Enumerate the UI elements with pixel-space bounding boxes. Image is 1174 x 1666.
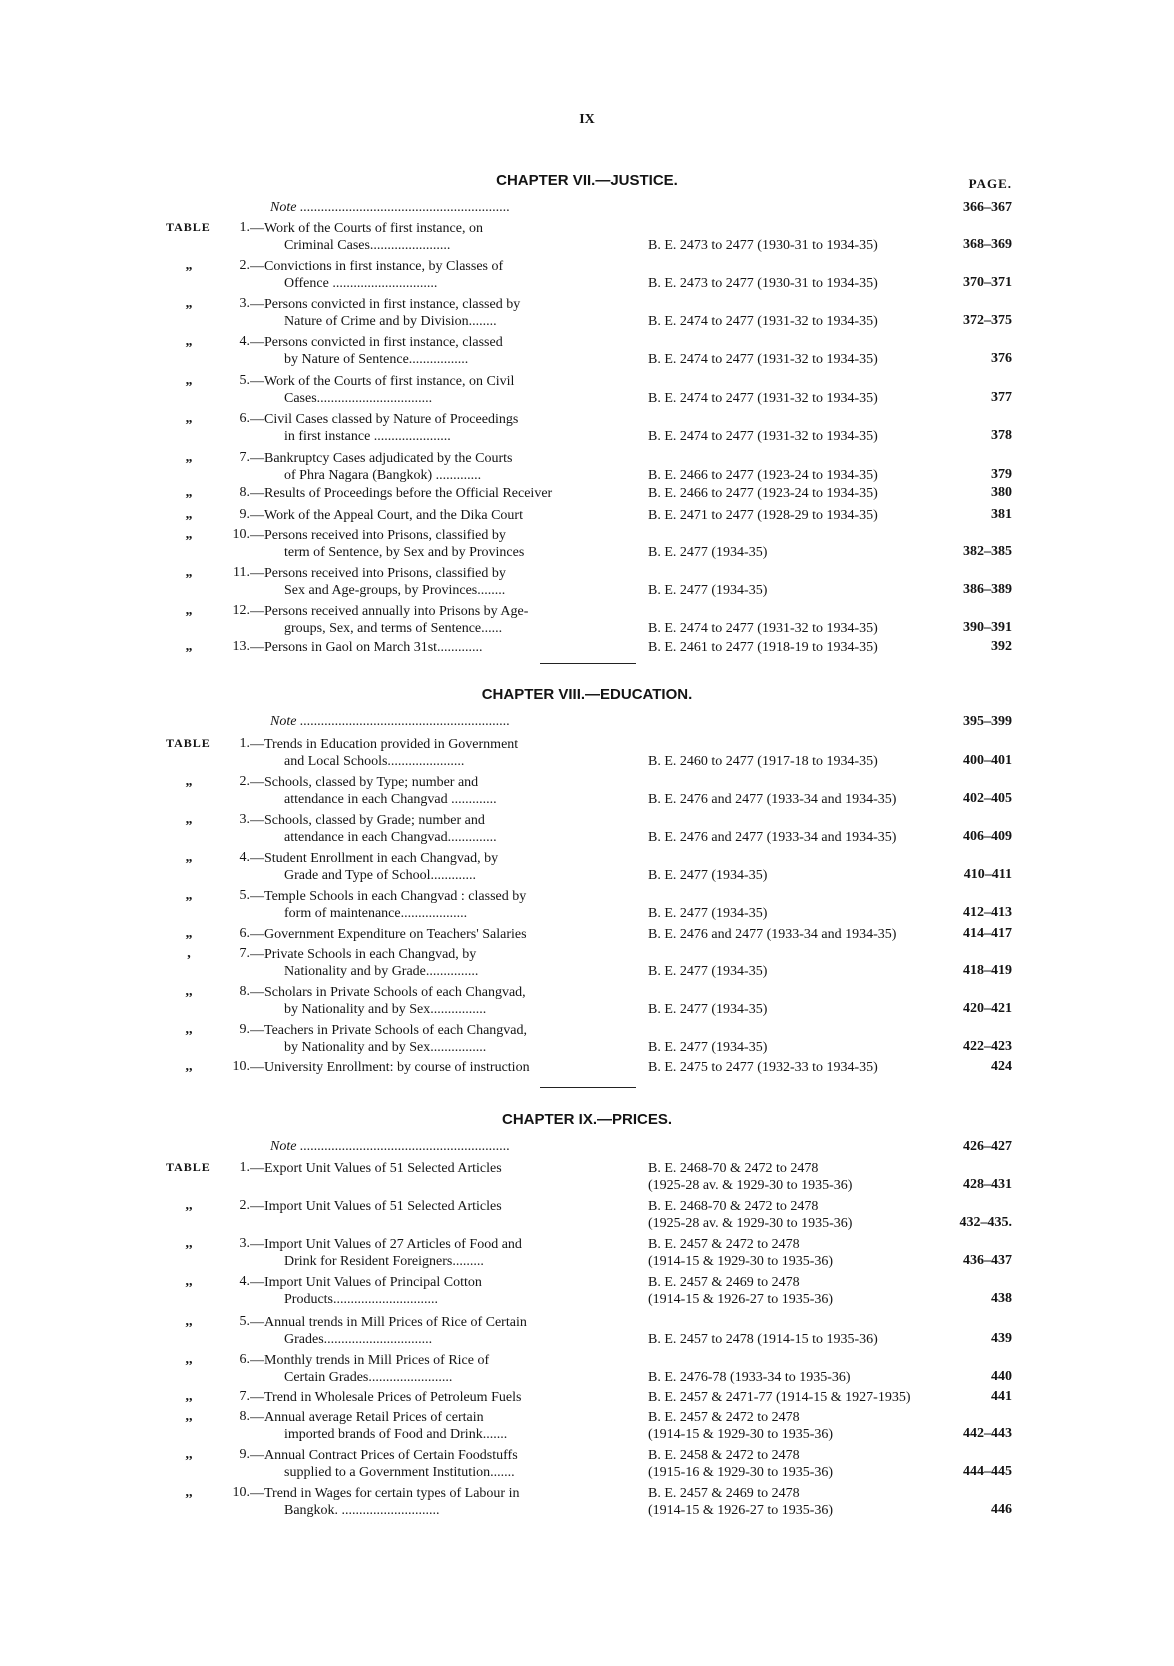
period-line-1: B. E. 2474 to 2477 (1931-32 to 1934-35) (648, 429, 878, 444)
table-description (250, 373, 610, 407)
description-line-1: —Persons convicted in first instance, classed (250, 335, 503, 350)
table-number: 8. (239, 485, 250, 500)
period-range (648, 926, 938, 943)
ditto-mark: „ (185, 373, 193, 388)
table-description (250, 1059, 610, 1076)
ditto-mark: „ (185, 527, 193, 542)
period-range (648, 829, 938, 846)
description-line-1: —Teachers in Private Schools of each Changvad, (250, 1023, 527, 1038)
table-description (250, 850, 610, 884)
ditto-mark: ,, (185, 1389, 193, 1404)
table-number: 7. (239, 450, 250, 465)
chapter-title: CHAPTER VIII.—EDUCATION. (481, 686, 693, 703)
period-line-1: B. E. 2466 to 2477 (1923-24 to 1934-35) (648, 486, 878, 501)
description-line-2: by Nationality and by Sex................ (284, 1002, 487, 1017)
description-line-1: —Annual average Retail Prices of certain (250, 1410, 484, 1425)
note-entry[interactable] (270, 200, 610, 216)
ditto-mark: ,, (185, 1236, 193, 1251)
table-number: 6. (239, 926, 250, 941)
table-description (250, 220, 610, 254)
table-description (250, 258, 610, 292)
table-description (250, 1198, 610, 1215)
description-line-1: —Trends in Education provided in Government (250, 737, 519, 752)
period-line-1: B. E. 2477 (1934-35) (648, 868, 768, 883)
period-line-1: B. E. 2475 to 2477 (1932-33 to 1934-35) (648, 1060, 878, 1075)
ditto-mark: „ (185, 850, 193, 865)
page-range: 382–385 (963, 544, 1012, 559)
description-line-1: —Work of the Courts of first instance, on Civil (250, 374, 515, 389)
period-line-1: B. E. 2457 & 2469 to 2478 (648, 1275, 800, 1290)
description-line-1: —Civil Cases classed by Nature of Proceedings (250, 412, 519, 427)
table-number: 7. (239, 1389, 250, 1404)
period-line-1: B. E. 2457 & 2469 to 2478 (648, 1486, 800, 1501)
note-entry[interactable] (270, 714, 610, 730)
description-line-1: —Import Unit Values of 27 Articles of Food and (250, 1237, 522, 1252)
period-line-2: (1914-15 & 1929-30 to 1935-36) (648, 1427, 834, 1442)
table-description (250, 1236, 610, 1270)
description-line-2: Offence .............................. (284, 276, 438, 291)
page-range: 438 (991, 1291, 1012, 1306)
page-range: 439 (991, 1331, 1012, 1346)
table-description (250, 1274, 610, 1308)
note-label: Note (270, 200, 297, 215)
period-line-1: B. E. 2477 (1934-35) (648, 964, 768, 979)
table-number: 8. (239, 1409, 250, 1424)
table-number: 3. (239, 812, 250, 827)
ditto-mark: „ (185, 258, 193, 273)
table-number: 3. (239, 296, 250, 311)
description-line-1: —Annual trends in Mill Prices of Rice of Certain (250, 1315, 527, 1330)
period-line-2: (1925-28 av. & 1929-30 to 1935-36) (648, 1178, 853, 1193)
ditto-mark: „ (185, 411, 193, 426)
description-line-1: —Results of Proceedings before the Official Receiver (250, 486, 553, 501)
period-range (648, 237, 938, 254)
table-description (250, 1022, 610, 1056)
description-line-2: by Nationality and by Sex................ (284, 1040, 487, 1055)
description-line-1: —Trend in Wages for certain types of Labour in (250, 1486, 520, 1501)
description-line-2: of Phra Nagara (Bangkok) ............. (284, 468, 482, 483)
period-line-1: B. E. 2473 to 2477 (1930-31 to 1934-35) (648, 276, 878, 291)
description-line-2: Cases................................. (284, 391, 433, 406)
description-line-2: term of Sentence, by Sex and by Provinces (284, 545, 525, 560)
ditto-mark: ,, (185, 1198, 193, 1213)
ditto-mark: „ (185, 926, 193, 941)
description-line-2: Products.............................. (284, 1292, 438, 1307)
table-description (250, 639, 610, 656)
page-range: 372–375 (963, 313, 1012, 328)
description-line-2: Certain Grades........................ (284, 1370, 453, 1385)
period-range (648, 351, 938, 368)
period-line-1: B. E. 2457 & 2471-77 (1914-15 & 1927-1935) (648, 1390, 911, 1405)
dot-leader: ............................................................ (296, 200, 510, 215)
description-line-2: Grades............................... (284, 1332, 433, 1347)
note-page-range: 366–367 (963, 200, 1012, 215)
description-line-2: attendance in each Changvad.............. (284, 830, 497, 845)
ditto-mark: „ (185, 485, 193, 500)
page-range: 402–405 (963, 791, 1012, 806)
description-line-2: attendance in each Changvad ............. (284, 792, 497, 807)
period-range (648, 428, 938, 445)
page-range: 378 (991, 428, 1012, 443)
table-number: 2. (239, 258, 250, 273)
description-line-1: —Import Unit Values of Principal Cotton (250, 1275, 482, 1290)
period-line-1: B. E. 2473 to 2477 (1930-31 to 1934-35) (648, 238, 878, 253)
description-line-1: —Persons in Gaol on March 31st............. (250, 640, 483, 655)
table-description (250, 946, 610, 980)
page-range: 392 (991, 639, 1012, 654)
ditto-mark: ,, (185, 1314, 193, 1329)
period-line-1: B. E. 2460 to 2477 (1917-18 to 1934-35) (648, 754, 878, 769)
page-range: 436–437 (963, 1253, 1012, 1268)
table-number: 10. (232, 527, 250, 542)
description-line-2: Nationality and by Grade............... (284, 964, 479, 979)
page-range: 441 (991, 1389, 1012, 1404)
ditto-mark: „ (185, 296, 193, 311)
period-line-1: B. E. 2477 (1934-35) (648, 583, 768, 598)
page-number: IX (579, 112, 595, 127)
table-number: 10. (232, 1485, 250, 1500)
ditto-mark: „ (185, 507, 193, 522)
page-range: 400–401 (963, 753, 1012, 768)
table-description (250, 774, 610, 808)
section-divider (540, 663, 636, 664)
description-line-2: Grade and Type of School............. (284, 868, 477, 883)
table-description (250, 812, 610, 846)
table-description (250, 334, 610, 368)
table-label: TABLE (166, 220, 211, 234)
page-range: 370–371 (963, 275, 1012, 290)
table-label: TABLE (166, 1160, 211, 1174)
table-description (250, 507, 610, 524)
period-line-1: B. E. 2461 to 2477 (1918-19 to 1934-35) (648, 640, 878, 655)
period-line-2: (1914-15 & 1929-30 to 1935-36) (648, 1254, 834, 1269)
period-line-2: (1925-28 av. & 1929-30 to 1935-36) (648, 1216, 853, 1231)
description-line-1: —University Enrollment: by course of instruction (250, 1060, 530, 1075)
table-description (250, 565, 610, 599)
table-number: 9. (239, 507, 250, 522)
ditto-mark: ,, (185, 1409, 193, 1424)
page-range: 381 (991, 507, 1012, 522)
ditto-mark: „ (185, 334, 193, 349)
table-number: 4. (239, 850, 250, 865)
ditto-mark: ,, (185, 1352, 193, 1367)
period-range (648, 275, 938, 292)
table-number: 6. (239, 1352, 250, 1367)
table-description (250, 411, 610, 445)
dot-leader: ............................................................ (296, 1139, 510, 1154)
table-label: TABLE (166, 736, 211, 750)
page-range: 422–423 (963, 1039, 1012, 1054)
description-line-1: —Schools, classed by Grade; number and (250, 813, 485, 828)
ditto-mark: ,, (185, 1059, 193, 1074)
table-description (250, 888, 610, 922)
table-number: 4. (239, 334, 250, 349)
period-line-1: B. E. 2471 to 2477 (1928-29 to 1934-35) (648, 508, 878, 523)
ditto-mark: „ (185, 639, 193, 654)
section-divider (540, 1087, 636, 1088)
period-range (648, 905, 938, 922)
note-label: Note (270, 714, 297, 729)
description-line-1: —Import Unit Values of 51 Selected Articles (250, 1199, 502, 1214)
page-range: 380 (991, 485, 1012, 500)
description-line-2: form of maintenance................... (284, 906, 468, 921)
description-line-1: —Trend in Wholesale Prices of Petroleum Fuels (250, 1390, 522, 1405)
table-number: 9. (239, 1022, 250, 1037)
page-range: 420–421 (963, 1001, 1012, 1016)
ditto-mark: , (187, 946, 191, 961)
dot-leader: ............................................................ (296, 714, 510, 729)
period-range (648, 1236, 938, 1270)
period-line-1: B. E. 2476 and 2477 (1933-34 and 1934-35) (648, 792, 897, 807)
period-line-1: B. E. 2474 to 2477 (1931-32 to 1934-35) (648, 352, 878, 367)
period-range (648, 507, 938, 524)
table-description (250, 485, 610, 502)
description-line-1: —Convictions in first instance, by Classes of (250, 259, 504, 274)
description-line-2: imported brands of Food and Drink....... (284, 1427, 508, 1442)
table-number: 3. (239, 1236, 250, 1251)
description-line-2: Criminal Cases....................... (284, 238, 451, 253)
period-line-1: B. E. 2466 to 2477 (1923-24 to 1934-35) (648, 468, 878, 483)
note-label: Note (270, 1139, 297, 1154)
page-range: 428–431 (963, 1177, 1012, 1192)
page-range: 414–417 (963, 926, 1012, 941)
page-range: 444–445 (963, 1464, 1012, 1479)
period-line-1: B. E. 2468-70 & 2472 to 2478 (648, 1161, 819, 1176)
page-range: 432–435. (959, 1215, 1012, 1230)
note-entry[interactable] (270, 1139, 610, 1155)
description-line-2: Sex and Age-groups, by Provinces........ (284, 583, 506, 598)
period-range (648, 544, 938, 561)
period-range (648, 485, 938, 502)
period-range (648, 1059, 938, 1076)
description-line-2: and Local Schools...................... (284, 754, 465, 769)
table-description (250, 1160, 610, 1177)
description-line-1: —Persons received into Prisons, classified by (250, 566, 506, 581)
page-range: 379 (991, 467, 1012, 482)
ditto-mark: „ (185, 603, 193, 618)
table-description (250, 1352, 610, 1386)
table-number: 7. (239, 946, 250, 961)
period-range (648, 313, 938, 330)
ditto-mark: ,, (185, 1274, 193, 1289)
period-range (648, 1331, 938, 1348)
period-line-1: B. E. 2477 (1934-35) (648, 1002, 768, 1017)
period-line-1: B. E. 2458 & 2472 to 2478 (648, 1448, 800, 1463)
table-number: 4. (239, 1274, 250, 1289)
period-line-1: B. E. 2457 to 2478 (1914-15 to 1935-36) (648, 1332, 878, 1347)
period-range (648, 1001, 938, 1018)
description-line-1: —Temple Schools in each Changvad : classed by (250, 889, 527, 904)
period-range (648, 1409, 938, 1443)
table-description (250, 1314, 610, 1348)
description-line-1: —Scholars in Private Schools of each Changvad, (250, 985, 526, 1000)
period-line-1: B. E. 2476 and 2477 (1933-34 and 1934-35) (648, 927, 897, 942)
description-line-2: in first instance ...................... (284, 429, 451, 444)
period-range (648, 639, 938, 656)
description-line-1: —Annual Contract Prices of Certain Foodstuffs (250, 1448, 518, 1463)
period-range (648, 1485, 938, 1519)
note-page-range: 395–399 (963, 714, 1012, 729)
description-line-1: —Persons received annually into Prisons by Age- (250, 604, 529, 619)
table-number: 1. (239, 1160, 250, 1175)
table-description (250, 527, 610, 561)
table-number: 5. (239, 373, 250, 388)
table-number: 1. (239, 736, 250, 751)
ditto-mark: ,, (185, 1022, 193, 1037)
description-line-1: —Government Expenditure on Teachers' Salaries (250, 927, 527, 942)
period-line-1: B. E. 2474 to 2477 (1931-32 to 1934-35) (648, 314, 878, 329)
description-line-2: supplied to a Government Institution....... (284, 1465, 515, 1480)
period-range (648, 1198, 938, 1232)
table-number: 8. (239, 984, 250, 999)
description-line-1: —Persons received into Prisons, classified by (250, 528, 506, 543)
page-range: 386–389 (963, 582, 1012, 597)
ditto-mark: „ (185, 565, 193, 580)
table-number: 1. (239, 220, 250, 235)
page-range: 390–391 (963, 620, 1012, 635)
table-description (250, 450, 610, 484)
page-range: 377 (991, 390, 1012, 405)
period-range (648, 620, 938, 637)
table-number: 5. (239, 1314, 250, 1329)
description-line-1: —Persons convicted in first instance, classed by (250, 297, 521, 312)
description-line-1: —Schools, classed by Type; number and (250, 775, 479, 790)
ditto-mark: „ (185, 812, 193, 827)
chapter-title: CHAPTER IX.—PRICES. (501, 1111, 673, 1128)
table-number: 2. (239, 774, 250, 789)
description-line-1: —Work of the Appeal Court, and the Dika Court (250, 508, 523, 523)
period-line-2: (1915-16 & 1929-30 to 1935-36) (648, 1465, 834, 1480)
table-description (250, 1389, 610, 1406)
table-description (250, 1485, 610, 1519)
period-range (648, 1447, 938, 1481)
ditto-mark: ,, (185, 984, 193, 999)
period-range (648, 963, 938, 980)
period-range (648, 867, 938, 884)
period-range (648, 791, 938, 808)
page-range: 412–413 (963, 905, 1012, 920)
description-line-2: Bangkok. ............................ (284, 1503, 440, 1518)
description-line-2: by Nature of Sentence................. (284, 352, 469, 367)
table-description (250, 736, 610, 770)
period-range (648, 753, 938, 770)
ditto-mark: „ (185, 450, 193, 465)
table-number: 10. (232, 1059, 250, 1074)
page-range: 446 (991, 1502, 1012, 1517)
period-line-1: B. E. 2474 to 2477 (1931-32 to 1934-35) (648, 391, 878, 406)
table-description (250, 926, 610, 943)
table-description (250, 603, 610, 637)
period-range (648, 1039, 938, 1056)
description-line-2: Drink for Resident Foreigners......... (284, 1254, 484, 1269)
period-range (648, 390, 938, 407)
period-line-1: B. E. 2457 & 2472 to 2478 (648, 1237, 800, 1252)
page-range: 410–411 (963, 867, 1012, 882)
description-line-1: —Monthly trends in Mill Prices of Rice of (250, 1353, 490, 1368)
table-description (250, 1447, 610, 1481)
period-range (648, 1369, 938, 1386)
description-line-1: —Student Enrollment in each Changvad, by (250, 851, 499, 866)
table-number: 2. (239, 1198, 250, 1213)
table-description (250, 1409, 610, 1443)
description-line-1: —Bankruptcy Cases adjudicated by the Courts (250, 451, 513, 466)
period-range (648, 1389, 938, 1406)
period-range (648, 1160, 938, 1194)
description-line-2: Nature of Crime and by Division........ (284, 314, 497, 329)
period-line-2: (1914-15 & 1926-27 to 1935-36) (648, 1503, 834, 1518)
period-line-1: B. E. 2474 to 2477 (1931-32 to 1934-35) (648, 621, 878, 636)
description-line-1: —Export Unit Values of 51 Selected Articles (250, 1161, 502, 1176)
period-line-1: B. E. 2477 (1934-35) (648, 545, 768, 560)
page-column-header: PAGE. (968, 176, 1012, 191)
table-number: 6. (239, 411, 250, 426)
page-range: 442–443 (963, 1426, 1012, 1441)
page-range: 440 (991, 1369, 1012, 1384)
table-number: 5. (239, 888, 250, 903)
page-range: 406–409 (963, 829, 1012, 844)
description-line-1: —Work of the Courts of first instance, on (250, 221, 483, 236)
note-page-range: 426–427 (963, 1139, 1012, 1154)
table-number: 13. (232, 639, 250, 654)
period-line-1: B. E. 2477 (1934-35) (648, 1040, 768, 1055)
table-number: 11. (233, 565, 250, 580)
page-range: 368–369 (963, 237, 1012, 252)
ditto-mark: ,, (185, 1485, 193, 1500)
page-range: 418–419 (963, 963, 1012, 978)
ditto-mark: ,, (185, 1447, 193, 1462)
table-description (250, 296, 610, 330)
period-line-1: B. E. 2476-78 (1933-34 to 1935-36) (648, 1370, 851, 1385)
page-range: 376 (991, 351, 1012, 366)
period-line-1: B. E. 2476 and 2477 (1933-34 and 1934-35) (648, 830, 897, 845)
chapter-title: CHAPTER VII.—JUSTICE. (496, 172, 678, 189)
table-number: 9. (239, 1447, 250, 1462)
period-range (648, 1274, 938, 1308)
page-range: 424 (991, 1059, 1012, 1074)
period-range (648, 467, 938, 484)
period-line-1: B. E. 2468-70 & 2472 to 2478 (648, 1199, 819, 1214)
period-line-1: B. E. 2457 & 2472 to 2478 (648, 1410, 800, 1425)
ditto-mark: „ (185, 888, 193, 903)
table-number: 12. (232, 603, 250, 618)
description-line-1: —Private Schools in each Changvad, by (250, 947, 477, 962)
ditto-mark: „ (185, 774, 193, 789)
period-line-2: (1914-15 & 1926-27 to 1935-36) (648, 1292, 834, 1307)
table-description (250, 984, 610, 1018)
description-line-2: groups, Sex, and terms of Sentence...... (284, 621, 503, 636)
period-line-1: B. E. 2477 (1934-35) (648, 906, 768, 921)
period-range (648, 582, 938, 599)
